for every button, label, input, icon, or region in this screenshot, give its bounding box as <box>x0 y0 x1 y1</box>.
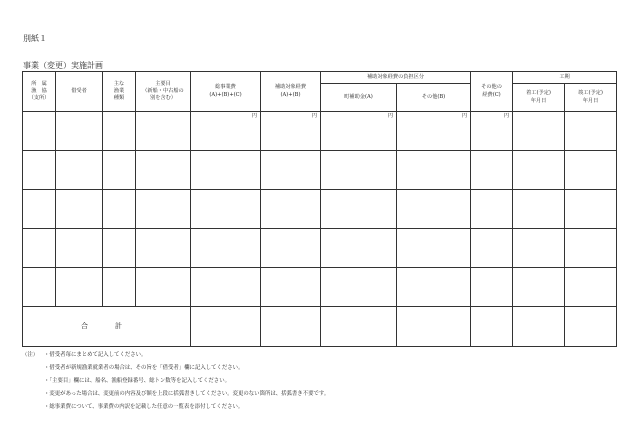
total-burden-other[interactable] <box>397 307 471 347</box>
header-area-text <box>23 81 55 102</box>
cell-finish[interactable] <box>565 268 617 307</box>
header-area-line3: （支所） <box>28 95 50 101</box>
note-item: ・変更があった場合は、変更前の内容及び額を上段に括弧書きしてください。変更のない箇所は、括弧書き不要です。 <box>44 391 330 397</box>
document-label: 別紙１ <box>23 34 47 43</box>
header-gear-line3: 種類 <box>113 95 125 101</box>
header-town-subsidy: 町補助金(A) <box>321 84 397 112</box>
cell-start[interactable] <box>513 229 565 268</box>
cell-recipient[interactable] <box>56 268 103 307</box>
header-ship-line1: 主要目 <box>155 80 171 87</box>
cell-eligible-cost[interactable] <box>261 190 321 229</box>
cell-eligible-cost[interactable] <box>261 229 321 268</box>
cell-finish[interactable] <box>565 190 617 229</box>
total-eligible-cost[interactable] <box>261 307 321 347</box>
cell-ship[interactable] <box>136 190 191 229</box>
total-finish[interactable] <box>565 307 617 347</box>
cell-gear[interactable] <box>103 151 136 190</box>
total-start[interactable] <box>513 307 565 347</box>
header-ship-line3: 別を含む） <box>150 95 176 101</box>
notes-head: （注） <box>22 352 39 358</box>
section-title: 事業（変更）実施計画 <box>23 61 103 70</box>
header-eligible-cost <box>261 72 321 112</box>
header-ship-text <box>136 81 190 102</box>
header-area-line1: 所 属 <box>31 80 47 87</box>
header-burden-other: その他(B) <box>397 84 471 112</box>
cell-ship[interactable] <box>136 112 191 151</box>
header-recipient: 借受者 <box>56 72 103 112</box>
header-eligible-cost-line1: 補助対象経費 <box>274 84 307 91</box>
cell-burden-other[interactable]: 円 <box>397 112 471 151</box>
cell-recipient[interactable] <box>56 151 103 190</box>
header-total-cost-line2: (A)+(B)+(C) <box>209 91 242 98</box>
cell-finish[interactable] <box>565 112 617 151</box>
cell-area[interactable] <box>23 151 56 190</box>
header-other-cost-text <box>471 84 512 98</box>
cell-start[interactable] <box>513 151 565 190</box>
header-other-cost-line2: 経費(C) <box>482 91 501 98</box>
header-gear-line1: 主な <box>113 80 125 87</box>
table-row <box>23 112 617 151</box>
header-finish-line1: 竣工(予定) <box>578 90 603 97</box>
cell-area[interactable] <box>23 112 56 151</box>
cell-gear[interactable] <box>103 190 136 229</box>
total-row <box>23 307 617 347</box>
cell-area[interactable] <box>23 190 56 229</box>
cell-gear[interactable] <box>103 268 136 307</box>
cell-other-cost[interactable] <box>471 151 513 190</box>
cell-burden-other[interactable] <box>397 190 471 229</box>
cell-recipient[interactable] <box>56 229 103 268</box>
cell-gear[interactable] <box>103 229 136 268</box>
header-finish-line2: 年月日 <box>582 97 599 104</box>
cell-other-cost[interactable] <box>471 229 513 268</box>
cell-recipient[interactable] <box>56 112 103 151</box>
header-gear-line2: 漁業 <box>113 87 125 94</box>
header-eligible-cost-line2: (A)+(B) <box>280 91 301 98</box>
header-burden-group: 補助対象経費の負担区分 <box>321 72 471 84</box>
cell-ship[interactable] <box>136 151 191 190</box>
cell-total-cost[interactable] <box>191 151 261 190</box>
header-finish-text <box>565 90 616 104</box>
header-total-cost <box>191 72 261 112</box>
cell-ship[interactable] <box>136 268 191 307</box>
cell-other-cost[interactable] <box>471 190 513 229</box>
header-start-line2: 年月日 <box>530 97 547 104</box>
note-item: ・借受者が新規漁業就業者の場合は、その旨を「借受者」欄に記入してください。 <box>44 365 244 371</box>
cell-eligible-cost[interactable]: 円 <box>261 112 321 151</box>
cell-finish[interactable] <box>565 151 617 190</box>
header-total-cost-line1: 総事業費 <box>215 84 236 91</box>
cell-start[interactable] <box>513 112 565 151</box>
cell-burden-other[interactable] <box>397 151 471 190</box>
table-row <box>23 229 617 268</box>
cell-finish[interactable] <box>565 229 617 268</box>
cell-total-cost[interactable]: 円 <box>191 112 261 151</box>
cell-start[interactable] <box>513 268 565 307</box>
note-item: ・「主要目」欄には、船名、漁船登録番号、総トン数等を記入してください。 <box>44 378 230 384</box>
cell-total-cost[interactable] <box>191 229 261 268</box>
total-town-subsidy[interactable] <box>321 307 397 347</box>
cell-area[interactable] <box>23 268 56 307</box>
header-area-line2: 漁 協 <box>31 87 47 94</box>
notes <box>22 349 329 414</box>
total-other-cost[interactable] <box>471 307 513 347</box>
cell-burden-other[interactable] <box>397 229 471 268</box>
cell-other-cost[interactable]: 円 <box>471 112 513 151</box>
note-item: ・借受者毎にまとめて記入してください。 <box>44 352 147 358</box>
note-item: ・総事業費について、事業費の内訳を記載した任意の一覧表を添付してください。 <box>44 404 244 410</box>
header-eligible-cost-text <box>261 84 320 98</box>
table-row <box>23 151 617 190</box>
cell-town-subsidy[interactable]: 円 <box>321 112 397 151</box>
header-gear-text <box>103 81 135 102</box>
table-row <box>23 268 617 307</box>
cell-other-cost[interactable] <box>471 268 513 307</box>
header-finish <box>565 84 617 112</box>
plan-table <box>22 71 617 347</box>
cell-area[interactable] <box>23 229 56 268</box>
header-start <box>513 84 565 112</box>
header-start-line1: 着工(予定) <box>526 90 551 97</box>
header-total-cost-text <box>191 84 260 98</box>
cell-gear[interactable] <box>103 112 136 151</box>
cell-town-subsidy[interactable] <box>321 229 397 268</box>
header-period-group: 工期 <box>513 72 617 84</box>
cell-town-subsidy[interactable] <box>321 151 397 190</box>
header-other-cost-line1: その他の <box>481 84 502 91</box>
cell-burden-other[interactable] <box>397 268 471 307</box>
header-area <box>23 72 56 112</box>
cell-town-subsidy[interactable] <box>321 268 397 307</box>
cell-eligible-cost[interactable] <box>261 151 321 190</box>
total-label: 合 計 <box>23 307 191 347</box>
notes-list <box>22 349 329 414</box>
cell-start[interactable] <box>513 190 565 229</box>
header-other-cost <box>471 72 513 112</box>
table-row <box>23 190 617 229</box>
cell-recipient[interactable] <box>56 190 103 229</box>
cell-total-cost[interactable] <box>191 268 261 307</box>
cell-eligible-cost[interactable] <box>261 268 321 307</box>
total-total-cost[interactable] <box>191 307 261 347</box>
cell-town-subsidy[interactable] <box>321 190 397 229</box>
header-ship <box>136 72 191 112</box>
cell-ship[interactable] <box>136 229 191 268</box>
header-start-text <box>513 90 564 104</box>
cell-total-cost[interactable] <box>191 190 261 229</box>
header-ship-line2: （新船・中古船の <box>142 87 184 94</box>
header-gear <box>103 72 136 112</box>
